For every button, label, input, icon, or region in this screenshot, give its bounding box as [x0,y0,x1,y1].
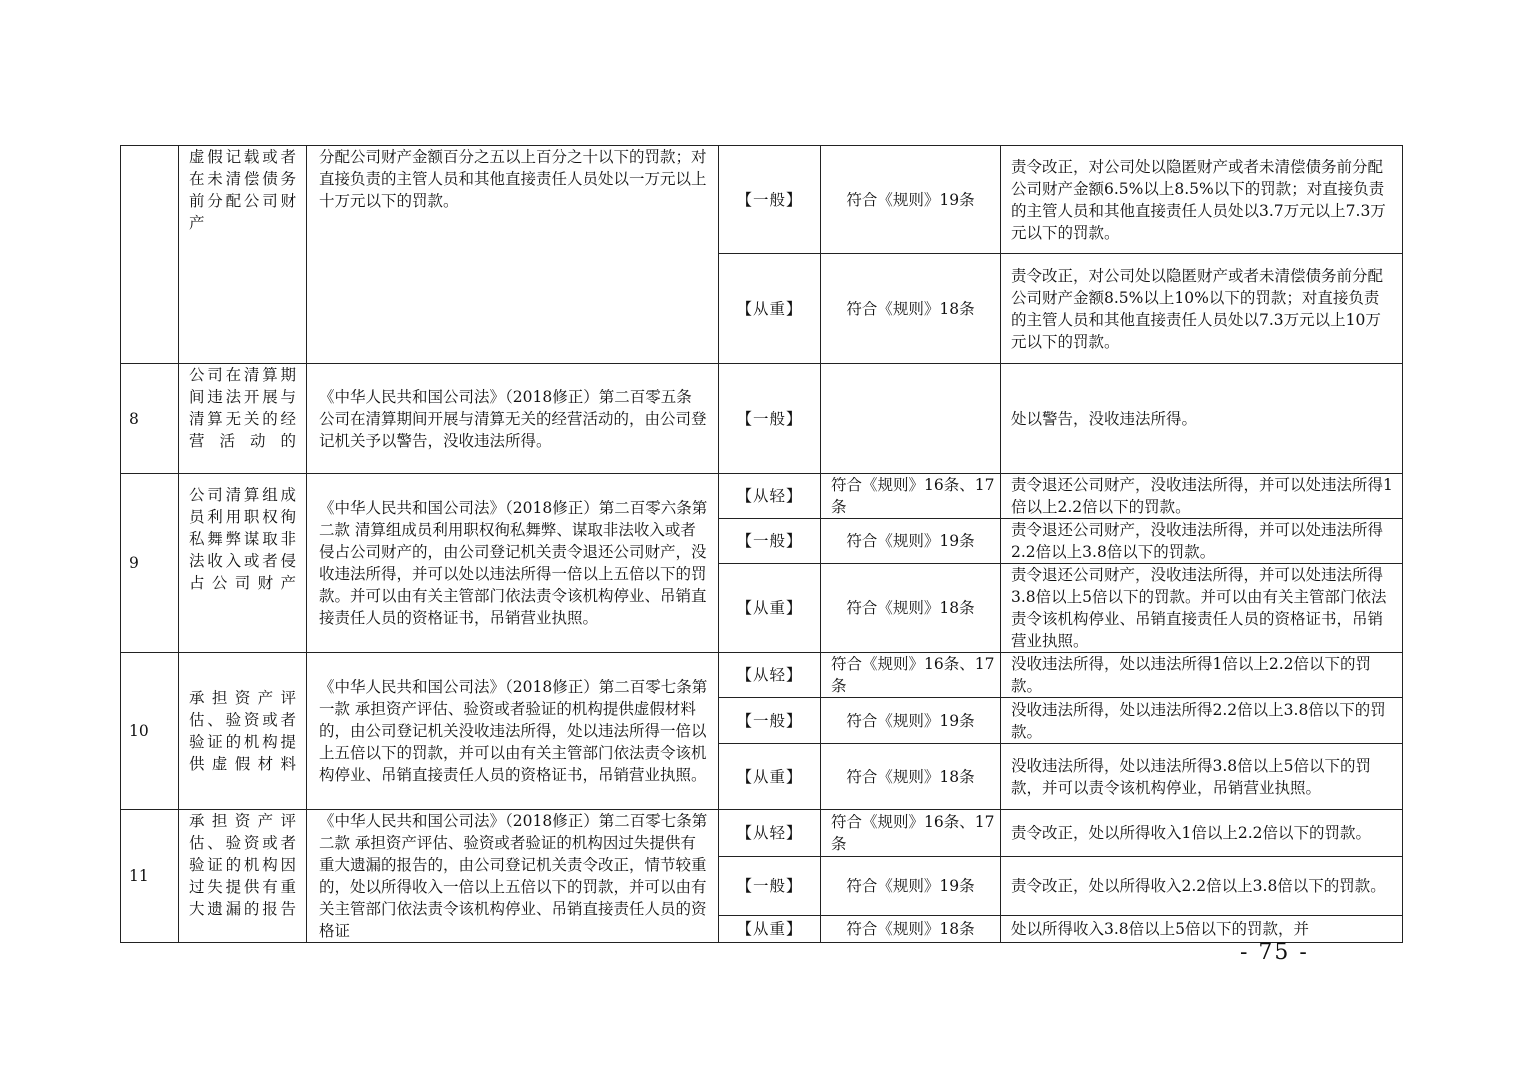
rule-basis: 符合《规则》18条 [821,564,1001,653]
rule-basis: 符合《规则》16条、17条 [821,653,1001,698]
severity-label: 【从轻】 [719,810,821,857]
severity-label: 【一般】 [719,364,821,474]
table-row [121,364,1403,474]
severity-label: 【一般】 [719,146,821,254]
item-number: 8 [121,364,179,474]
table-row [121,474,1403,519]
severity-label: 【一般】 [719,857,821,916]
rule-basis: 符合《规则》19条 [821,519,1001,564]
rule-basis: 符合《规则》19条 [821,146,1001,254]
legal-basis: 《中华人民共和国公司法》（2018修正）第二百零七条第一款 承担资产评估、验资或者验证的机构提供虚假材料的，由公司登记机关没收违法所得，处以违法所得一倍以上五倍以下的罚款，并可以由有关主管部门依法责令该机构停业、吊销直接责任人员的资格证书，吊销营业执照。 [307,653,719,810]
rule-basis: 符合《规则》18条 [821,254,1001,364]
penalty-text: 责令改正，处以所得收入2.2倍以上3.8倍以下的罚款。 [1001,857,1403,916]
penalty-text: 责令退还公司财产，没收违法所得，并可以处违法所得2.2倍以上3.8倍以下的罚款。 [1001,519,1403,564]
item-number: 9 [121,474,179,653]
table-row [121,810,1403,857]
penalty-table [120,145,1403,943]
table-row [121,653,1403,698]
violation-name: 公司在清算期间违法开展与清算无关的经营活动的 [179,364,307,474]
legal-basis: 《中华人民共和国公司法》（2018修正）第二百零五条 公司在清算期间开展与清算无关的经营活动的，由公司登记机关予以警告，没收违法所得。 [307,364,719,474]
severity-label: 【从轻】 [719,653,821,698]
severity-label: 【从重】 [719,254,821,364]
rule-basis: 符合《规则》16条、17条 [821,474,1001,519]
rule-basis: 符合《规则》19条 [821,698,1001,744]
penalty-text: 责令改正，对公司处以隐匿财产或者未清偿债务前分配公司财产金额6.5%以上8.5%以下的罚款；对直接负责的主管人员和其他直接责任人员处以3.7万元以上7.3万元以下的罚款。 [1001,146,1403,254]
penalty-text: 责令退还公司财产，没收违法所得，并可以处违法所得1倍以上2.2倍以下的罚款。 [1001,474,1403,519]
item-number: 11 [121,810,179,943]
severity-label: 【从轻】 [719,474,821,519]
severity-label: 【从重】 [719,744,821,810]
table-row [121,146,1403,254]
item-number [121,146,179,364]
violation-name: 承担资产评估、验资或者验证的机构因过失提供有重大遗漏的报告 [179,810,307,943]
penalty-text: 没收违法所得，处以违法所得1倍以上2.2倍以下的罚款。 [1001,653,1403,698]
rule-basis: 符合《规则》19条 [821,857,1001,916]
penalty-text: 责令改正，处以所得收入1倍以上2.2倍以下的罚款。 [1001,810,1403,857]
penalty-text: 处以警告，没收违法所得。 [1001,364,1403,474]
severity-label: 【从重】 [719,916,821,943]
severity-label: 【从重】 [719,564,821,653]
rule-basis: 符合《规则》16条、17条 [821,810,1001,857]
legal-basis: 分配公司财产金额百分之五以上百分之十以下的罚款；对直接负责的主管人员和其他直接责任人员处以一万元以上十万元以下的罚款。 [307,146,719,364]
legal-basis: 《中华人民共和国公司法》（2018修正）第二百零七条第二款 承担资产评估、验资或者验证的机构因过失提供有重大遗漏的报告的，由公司登记机关责令改正，情节较重的，处以所得收入一倍以上五倍以下的罚款，并可以由有关主管部门依法责令该机构停业、吊销直接责任人员的资格证 [307,810,719,943]
violation-name: 公司清算组成员利用职权徇私舞弊谋取非法收入或者侵占公司财产 [179,474,307,653]
rule-basis: 符合《规则》18条 [821,916,1001,943]
penalty-text: 没收违法所得，处以违法所得3.8倍以上5倍以下的罚款，并可以责令该机构停业，吊销营业执照。 [1001,744,1403,810]
rule-basis [821,364,1001,474]
page-number: - 75 - [1240,940,1309,965]
item-number: 10 [121,653,179,810]
penalty-text: 没收违法所得，处以违法所得2.2倍以上3.8倍以下的罚款。 [1001,698,1403,744]
severity-label: 【一般】 [719,698,821,744]
severity-label: 【一般】 [719,519,821,564]
penalty-text: 责令改正，对公司处以隐匿财产或者未清偿债务前分配公司财产金额8.5%以上10%以下的罚款；对直接负责的主管人员和其他直接责任人员处以7.3万元以上10万元以下的罚款。 [1001,254,1403,364]
violation-name: 承担资产评估、验资或者验证的机构提供虚假材料 [179,653,307,810]
penalty-text: 责令退还公司财产，没收违法所得，并可以处违法所得3.8倍以上5倍以下的罚款。并可以由有关主管部门依法责令该机构停业、吊销直接责任人员的资格证书，吊销营业执照。 [1001,564,1403,653]
penalty-text: 处以所得收入3.8倍以上5倍以下的罚款，并 [1001,916,1403,943]
violation-name: 虚假记载或者在未清偿债务前分配公司财产 [179,146,307,364]
legal-basis: 《中华人民共和国公司法》（2018修正）第二百零六条第二款 清算组成员利用职权徇私舞弊、谋取非法收入或者侵占公司财产的，由公司登记机关责令退还公司财产，没收违法所得，并可以处以违法所得一倍以上五倍以下的罚款。并可以由有关主管部门依法责令该机构停业、吊销直接责任人员的资格证书，吊销营业执照。 [307,474,719,653]
rule-basis: 符合《规则》18条 [821,744,1001,810]
